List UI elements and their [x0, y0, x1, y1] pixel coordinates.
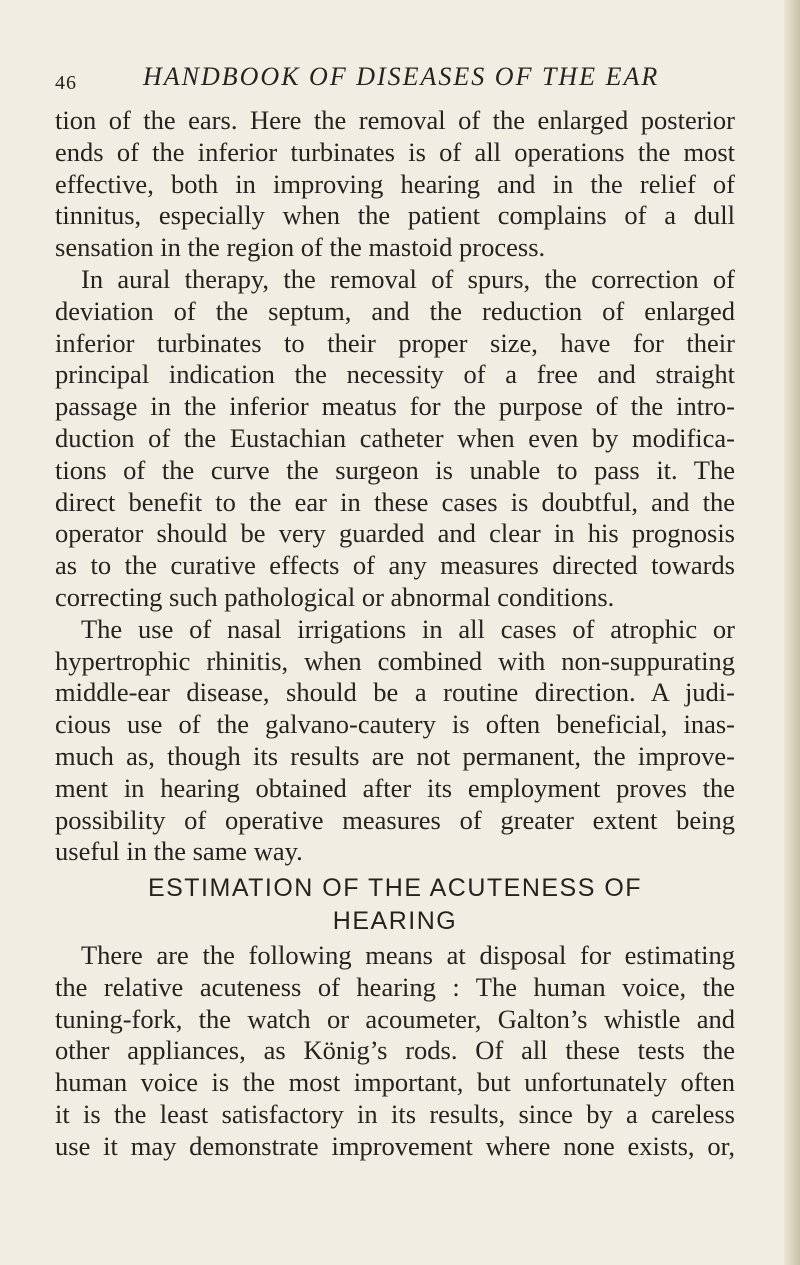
book-title: HANDBOOK OF DISEASES OF THE EAR [143, 62, 660, 91]
text-line: inferior turbinates to their proper size, have for their [55, 327, 735, 358]
text-line: tinnitus, especially when the patient complains of a dull [55, 200, 735, 231]
text-line: use it may demonstrate improvement where none exists, or, [55, 1130, 735, 1161]
text-line: hypertrophic rhinitis, when combined with non-suppurating [55, 645, 735, 676]
text-line: effective, both in improving hearing and in the relief of [55, 168, 735, 199]
text-line: cious use of the galvano-cautery is often beneficial, inas- [55, 709, 735, 740]
section-heading-line: ESTIMATION OF THE ACUTENESS OF [147, 874, 643, 902]
text-line: the relative acuteness of hearing : The human voice, the [55, 971, 735, 1002]
text-line: correcting such pathological or abnormal conditions. [55, 581, 615, 612]
text-line: possibility of operative measures of greater extent being [55, 804, 735, 835]
text-line: middle-ear disease, should be a routine direction. A judi- [55, 677, 735, 708]
page-number: 46 [55, 72, 77, 94]
text-line: duction of the Eustachian catheter when even by modifica- [55, 422, 735, 453]
page-edge-shadow [784, 0, 800, 1265]
text-line: human voice is the most important, but unfortunately often [55, 1067, 735, 1098]
text-line: tions of the curve the surgeon is unable to pass it. The [55, 454, 735, 485]
body-text-after-heading [55, 940, 735, 1163]
running-head [55, 62, 775, 98]
text-line: tuning-fork, the watch or acoumeter, Galton’s whistle and [55, 1003, 735, 1034]
text-line: passage in the inferior meatus for the purpose of the intro- [55, 391, 735, 422]
text-line: tion of the ears. Here the removal of the enlarged posterior [55, 105, 735, 135]
text-line: ment in hearing obtained after its employment proves the [55, 772, 735, 803]
text-line: deviation of the septum, and the reduction of enlarged [55, 295, 735, 326]
section-heading [55, 872, 735, 938]
text-line: much as, though its results are not permanent, the improve- [55, 740, 735, 771]
text-line: other appliances, as König’s rods. Of all these tests the [55, 1035, 735, 1066]
body-text-before-heading [55, 105, 735, 868]
text-line: ends of the inferior turbinates is of all operations the most [55, 136, 735, 167]
text-line: The use of nasal irrigations in all cases of atrophic or [81, 613, 735, 644]
text-line: it is the least satisfactory in its results, since by a careless [55, 1098, 735, 1129]
text-line: In aural therapy, the removal of spurs, the correction of [81, 263, 735, 294]
text-line: principal indication the necessity of a free and straight [55, 359, 735, 390]
text-line: There are the following means at disposal for estimating [81, 940, 735, 970]
text-line: sensation in the region of the mastoid process. [55, 232, 546, 263]
text-line: useful in the same way. [55, 836, 303, 867]
text-line: operator should be very guarded and clear in his prognosis [55, 518, 735, 549]
text-line: direct benefit to the ear in these cases is doubtful, and the [55, 486, 735, 517]
section-heading-line: HEARING [332, 907, 458, 935]
text-line: as to the curative effects of any measures directed towards [55, 550, 735, 581]
